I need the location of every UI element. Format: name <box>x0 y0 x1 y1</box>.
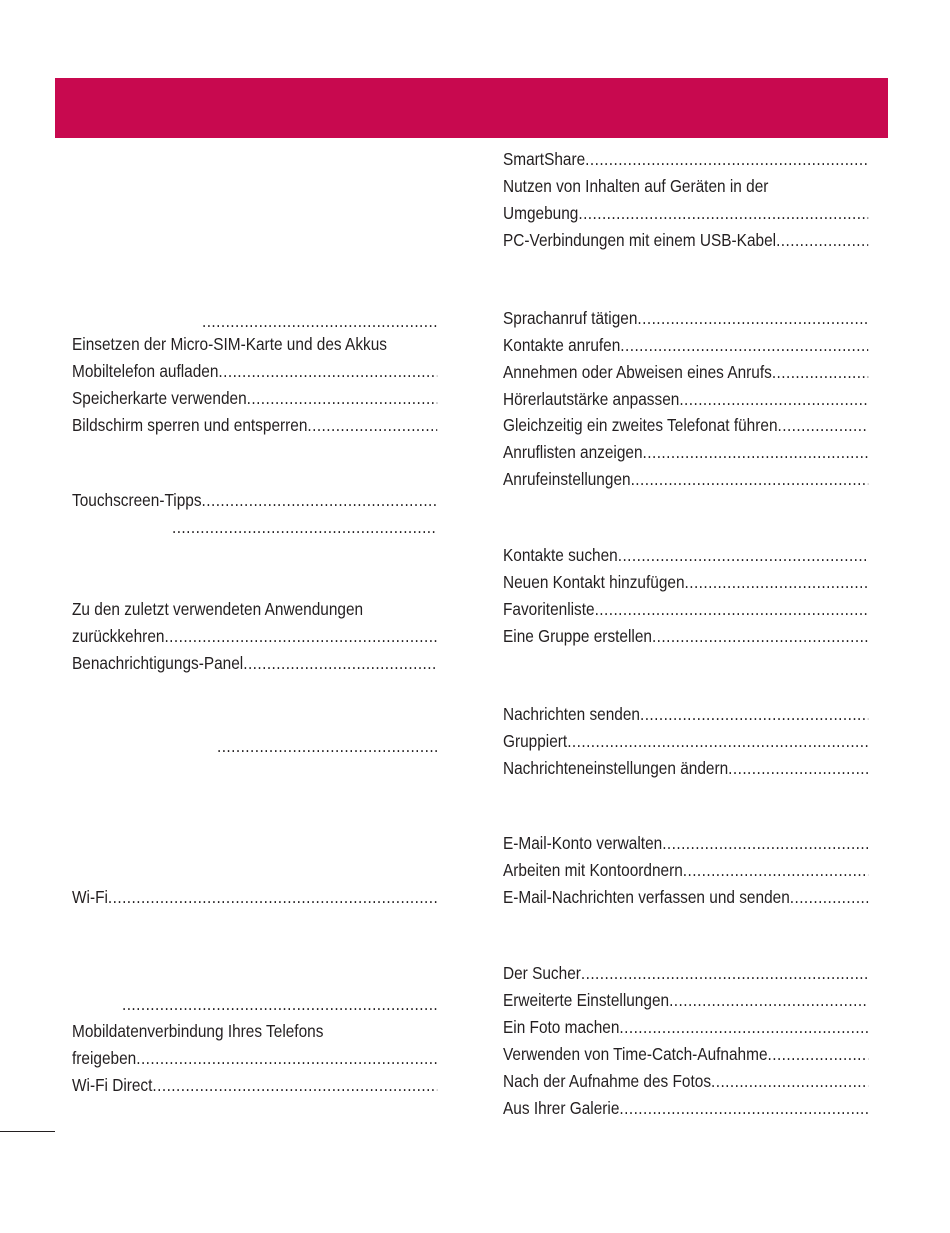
toc-entry[interactable] <box>172 514 437 541</box>
toc-entry[interactable] <box>503 569 868 596</box>
toc-entry[interactable] <box>503 830 868 857</box>
toc-leader-dots <box>172 514 437 541</box>
toc-entry-title: zurückkehren <box>72 626 165 646</box>
toc-entry-title: Annehmen oder Abweisen eines Anrufs <box>503 362 772 382</box>
toc-entry[interactable] <box>72 385 437 412</box>
toc-leader-dots <box>776 227 868 254</box>
toc-entry[interactable] <box>503 386 868 413</box>
toc-entry-title: Aus Ihrer Galerie <box>503 1098 620 1118</box>
toc-entry[interactable] <box>503 728 868 755</box>
toc-leader-dots <box>662 830 868 857</box>
toc-entry[interactable] <box>72 1072 437 1099</box>
toc-leader-dots <box>136 1045 437 1072</box>
toc-entry-title: PC-Verbindungen mit einem USB-Kabel <box>503 230 777 250</box>
toc-entry[interactable] <box>503 200 868 227</box>
toc-leader-dots <box>669 987 868 1014</box>
toc-entry[interactable] <box>72 884 437 911</box>
toc-entry[interactable] <box>503 987 868 1014</box>
toc-entry[interactable] <box>503 439 868 466</box>
toc-entry-title: Sprachanruf tätigen <box>503 308 638 328</box>
toc-entry-title: Wi-Fi Direct <box>72 1075 153 1095</box>
toc-entry[interactable] <box>503 884 868 911</box>
toc-entry-title: Ein Foto machen <box>503 1017 620 1037</box>
toc-entry[interactable] <box>503 701 868 728</box>
toc-leader-dots <box>643 439 869 466</box>
toc-entry-title: Wi-Fi <box>72 887 108 907</box>
toc-entry[interactable] <box>503 146 868 173</box>
toc-leader-dots <box>578 200 868 227</box>
toc-entry[interactable] <box>503 857 868 884</box>
toc-leader-dots <box>790 884 868 911</box>
toc-entry-title: Speicherkarte verwenden <box>72 388 247 408</box>
toc-entry-title: Verwenden von Time-Catch-Aufnahme <box>503 1044 768 1064</box>
toc-entry-title: Mobiltelefon aufladen <box>72 361 219 381</box>
header-banner <box>55 78 888 138</box>
toc-entry[interactable] <box>72 650 437 677</box>
toc-entry[interactable] <box>72 1045 437 1072</box>
toc-entry-title: E-Mail-Nachrichten verfassen und senden <box>503 887 790 907</box>
toc-leader-dots <box>581 960 868 987</box>
toc-leader-dots <box>585 146 868 173</box>
toc-entry[interactable] <box>503 227 868 254</box>
toc-entry-title: SmartShare <box>503 149 586 169</box>
toc-leader-dots <box>243 650 437 677</box>
toc-entry-title: Umgebung <box>503 203 579 223</box>
toc-entry[interactable] <box>503 1095 868 1122</box>
toc-entry[interactable] <box>503 596 868 623</box>
toc-entry[interactable] <box>503 305 868 332</box>
toc-entry[interactable] <box>503 466 868 493</box>
toc-leader-dots <box>122 991 437 1018</box>
toc-leader-dots <box>711 1068 868 1095</box>
toc-entry[interactable] <box>503 173 868 200</box>
toc-entry-title: Nach der Aufnahme des Fotos <box>503 1071 712 1091</box>
toc-entry[interactable] <box>72 596 437 623</box>
toc-entry-title: Nachrichten senden <box>503 704 640 724</box>
toc-entry-title: Benachrichtigungs-Panel <box>72 653 244 673</box>
toc-entry-title: Neuen Kontakt hinzufügen <box>503 572 685 592</box>
toc-entry[interactable] <box>503 412 868 439</box>
toc-entry[interactable] <box>72 412 437 439</box>
toc-leader-dots <box>640 701 868 728</box>
toc-leader-dots <box>218 358 437 385</box>
toc-entry[interactable] <box>72 487 437 514</box>
toc-leader-dots <box>768 1041 869 1068</box>
toc-leader-dots <box>652 623 868 650</box>
toc-leader-dots <box>637 305 868 332</box>
toc-entry-title: Bildschirm sperren und entsperren <box>72 415 308 435</box>
toc-leader-dots <box>619 1095 868 1122</box>
toc-leader-dots <box>772 359 868 386</box>
toc-entry[interactable] <box>122 991 437 1018</box>
toc-entry-title: Nachrichteneinstellungen ändern <box>503 758 729 778</box>
toc-entry-title: Arbeiten mit Kontoordnern <box>503 860 683 880</box>
toc-leader-dots <box>247 385 438 412</box>
toc-entry[interactable] <box>217 733 437 760</box>
toc-entry-title: Nutzen von Inhalten auf Geräten in der <box>503 176 769 196</box>
toc-entry-title: Mobildatenverbindung Ihres Telefons <box>72 1021 324 1041</box>
toc-entry-title: Zu den zuletzt verwendeten Anwendungen <box>72 599 364 619</box>
toc-entry[interactable] <box>503 1041 868 1068</box>
toc-entry-title: Favoritenliste <box>503 599 595 619</box>
toc-entry-title: Anrufeinstellungen <box>503 469 631 489</box>
toc-leader-dots <box>164 623 437 650</box>
toc-entry[interactable] <box>503 542 868 569</box>
toc-leader-dots <box>679 386 868 413</box>
toc-leader-dots <box>217 733 437 760</box>
toc-entry-title: Kontakte anrufen <box>503 335 621 355</box>
toc-entry[interactable] <box>503 623 868 650</box>
toc-entry[interactable] <box>72 331 437 358</box>
toc-leader-dots <box>152 1072 437 1099</box>
toc-leader-dots <box>307 412 437 439</box>
toc-leader-dots <box>631 466 869 493</box>
toc-entry-title: Touchscreen-Tipps <box>72 490 202 510</box>
toc-entry[interactable] <box>503 1068 868 1095</box>
toc-entry[interactable] <box>503 332 868 359</box>
toc-entry[interactable] <box>503 1014 868 1041</box>
toc-entry-title: Eine Gruppe erstellen <box>503 626 652 646</box>
toc-leader-dots <box>683 857 868 884</box>
toc-entry[interactable] <box>72 1018 437 1045</box>
toc-entry-title: Hörerlautstärke anpassen <box>503 389 680 409</box>
toc-leader-dots <box>595 596 869 623</box>
toc-entry-title: Einsetzen der Micro-SIM-Karte und des Akkus <box>72 334 387 354</box>
toc-leader-dots <box>618 542 868 569</box>
toc-leader-dots <box>620 332 868 359</box>
toc-leader-dots <box>685 569 869 596</box>
toc-leader-dots <box>728 755 868 782</box>
toc-entry-title: E-Mail-Konto verwalten <box>503 833 663 853</box>
toc-leader-dots <box>567 728 868 755</box>
toc-entry[interactable] <box>503 359 868 386</box>
toc-leader-dots <box>778 412 869 439</box>
toc-entry-title: Erweiterte Einstellungen <box>503 990 670 1010</box>
page-rule <box>0 1131 55 1132</box>
toc-leader-dots <box>108 884 437 911</box>
toc-entry-title: Gleichzeitig ein zweites Telefonat führen <box>503 415 778 435</box>
toc-entry-title: Der Sucher <box>503 963 581 983</box>
toc-leader-dots <box>202 487 438 514</box>
toc-entry[interactable] <box>503 960 868 987</box>
toc-entry[interactable] <box>72 358 437 385</box>
toc-entry-title: Kontakte suchen <box>503 545 618 565</box>
toc-entry[interactable] <box>72 623 437 650</box>
toc-entry-title: Gruppiert <box>503 731 568 751</box>
toc-entry-title: Anruflisten anzeigen <box>503 442 643 462</box>
toc-entry[interactable] <box>503 755 868 782</box>
toc-leader-dots <box>619 1014 868 1041</box>
toc-entry-title: freigeben <box>72 1048 137 1068</box>
